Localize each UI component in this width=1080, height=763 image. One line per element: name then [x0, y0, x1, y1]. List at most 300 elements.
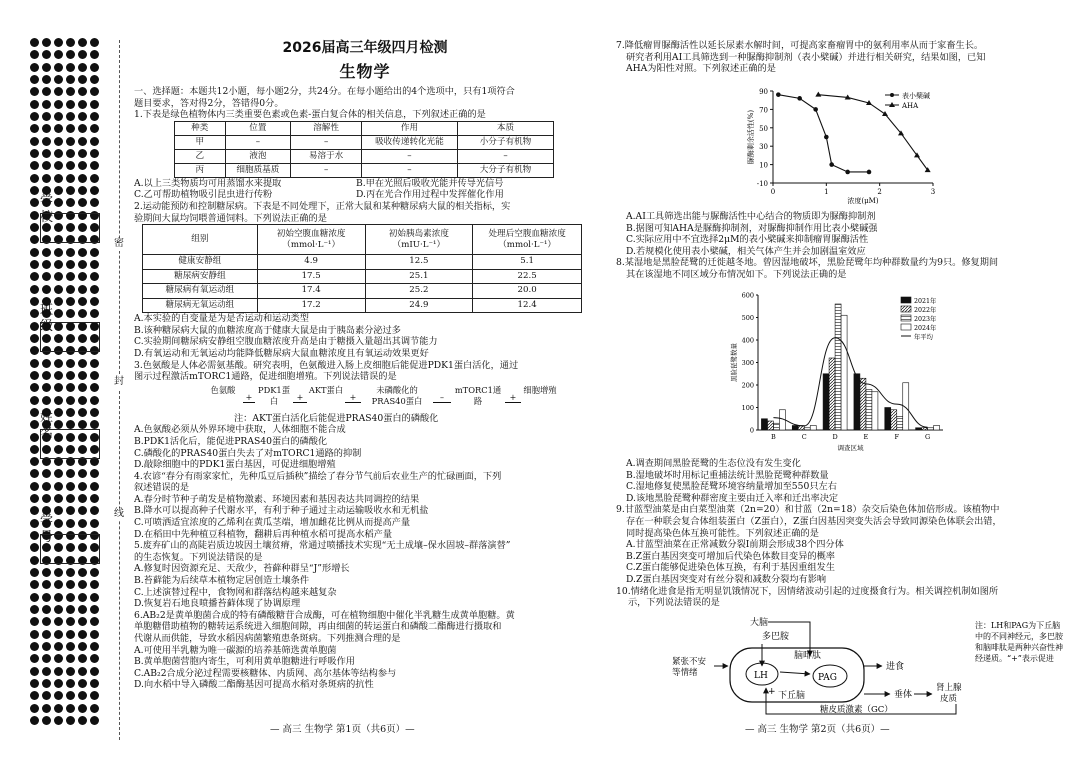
binding-dots [30, 38, 100, 728]
table-cell: 大分子有机物 [457, 163, 553, 177]
binding-dot [42, 704, 51, 713]
binding-dot [54, 100, 63, 109]
q6-option-a[interactable]: A.可使用半乳糖为唯一碳源的培养基筛选黄单胞菌 [134, 644, 337, 656]
binding-dot [66, 642, 75, 651]
table-cell: – [361, 149, 457, 163]
y-tick-label: 500 [741, 314, 754, 322]
table-cell: 4.9 [257, 255, 365, 270]
q10-stem-2: 示，下列说法错误的是 [628, 597, 720, 609]
binding-dot [90, 112, 99, 121]
dot-row [30, 617, 100, 627]
q4-option-a[interactable]: A.春分时节种子萌发是植物激素、环境因素和基因表达共同调控的结果 [134, 493, 420, 505]
q7-stem-3: AHA为阳性对照。下列叙述正确的是 [626, 63, 776, 75]
table-cell: 液泡 [225, 149, 291, 163]
bar [841, 315, 847, 430]
binding-dot [42, 100, 51, 109]
binding-dot [90, 469, 99, 478]
table-cell: 25.2 [365, 284, 473, 299]
bar [761, 419, 767, 430]
pathway-sign: + [509, 392, 517, 402]
y-tick-label: 70 [759, 106, 768, 115]
binding-dot [54, 371, 63, 380]
binding-dot [90, 75, 99, 84]
binding-dot [30, 322, 39, 331]
legend-swatch [901, 324, 911, 330]
legend-label: AHA [902, 102, 919, 110]
q4-stem-1: 4.农谚“春分有雨家家忙，先种瓜豆后插秧”描绘了春分节气前后农业生产的忙碌画面，下列 [134, 470, 502, 482]
binding-dot [30, 408, 39, 417]
q9-option-c[interactable]: C.Z蛋白能够促进染色体互换，有利于基因重组发生 [626, 562, 835, 574]
binding-dot [78, 50, 87, 59]
q8-option-a[interactable]: A.调查期间黑脸琵鹭的生态位没有发生变化 [626, 458, 801, 469]
table-cell: – [361, 163, 457, 177]
binding-dot [30, 149, 39, 158]
binding-dot [30, 161, 39, 170]
pathway-sign: – [440, 392, 444, 402]
q5-option-a[interactable]: A.修复时因资源充足、天敌少，苔藓种群呈“J”形增长 [134, 563, 350, 575]
binding-dot [54, 482, 63, 491]
binding-dot [66, 617, 75, 626]
binding-dot [90, 605, 99, 614]
binding-dot [30, 174, 39, 183]
brain-label: 大脑 [750, 618, 769, 628]
q3-option-c[interactable]: C.磷酸化的PRAS40蛋白失去了对mTORC1通路的抑制 [134, 447, 362, 459]
binding-dot [42, 716, 51, 725]
legend-swatch [901, 315, 911, 321]
pathway-sign: + [245, 392, 253, 402]
legend-label: 年平均 [914, 334, 933, 341]
q9-option-b[interactable]: B.Z蛋白基因突变可增加后代染色体数目变异的概率 [626, 550, 835, 562]
binding-dot [78, 704, 87, 713]
binding-dot [42, 580, 51, 589]
binding-dot [54, 396, 63, 405]
pathway-arrow [345, 402, 361, 403]
binding-dot [78, 654, 87, 663]
q3-option-d[interactable]: D.敲除细胞中的PDK1蛋白基因，可促进细胞增殖 [134, 459, 336, 471]
q6-option-c[interactable]: C.AB₂2合成分泌过程需要核糖体、内质网、高尔基体等结构参与 [134, 667, 397, 679]
q3-pathway-diagram [204, 383, 584, 413]
binding-dot [54, 38, 63, 47]
seal-label-feng: 封 [114, 376, 124, 387]
bar [792, 426, 798, 431]
binding-dot [54, 260, 63, 269]
q9-stem-2: 存在一种联会复合体组装蛋白（Z蛋白），Z蛋白因基因突变失活会导致同源染色体联会出错， [626, 515, 1002, 527]
x-axis-label: 浓度(μM) [847, 197, 879, 205]
binding-dot [90, 716, 99, 725]
binding-dot [90, 38, 99, 47]
lh-label: LH [754, 671, 768, 681]
binding-dot [30, 235, 39, 244]
table-cell: – [291, 163, 362, 177]
binding-dot [30, 667, 39, 676]
binding-dot [30, 445, 39, 454]
q2-stem-1: 2.运动能预防和控制糖尿病。下表是不同处理下，正常大鼠和某种糖尿病大鼠的相关指标，实 [134, 200, 511, 212]
binding-dot [42, 161, 51, 170]
binding-dot [42, 248, 51, 257]
x-tick-label: B [771, 433, 776, 441]
binding-dot [42, 605, 51, 614]
binding-dot [42, 654, 51, 663]
x-tick-label: D [832, 433, 838, 441]
q2-option-c[interactable]: C.实验期间糖尿病安静组空腹血糖浓度升高是由于糖摄入量超出其调节能力 [134, 336, 438, 348]
binding-dot [42, 38, 51, 47]
pathway-arrow [505, 402, 521, 403]
binding-dot [30, 482, 39, 491]
binding-dot [90, 593, 99, 602]
legend-label: 2024年 [914, 325, 937, 332]
binding-dot [54, 494, 63, 503]
data-point [824, 135, 829, 140]
dot-row [30, 112, 100, 122]
exam-title: 2026届高三年级四月检测 [282, 40, 448, 56]
dot-row [30, 482, 100, 492]
binding-dot [54, 50, 63, 59]
q7-stem-2: 研究者利用AI工具筛选到一种脲酶抑制剂（表小檗碱）并进行相关研究，结果如图，已知 [626, 51, 986, 63]
dot-row [30, 568, 100, 578]
q10-note-4: 经递质。“+”表示促进 [975, 654, 1054, 663]
binding-dot [42, 679, 51, 688]
binding-dot [30, 704, 39, 713]
binding-dot [66, 149, 75, 158]
table-row [143, 255, 582, 270]
binding-dot [30, 630, 39, 639]
q6-stem-2: 单胞糖借助植物的糖转运系统进入细胞间隙，再由细菌的转运蛋白和磷酸二酯酶进行摄取和 [134, 621, 502, 633]
table-cell: 乙 [175, 149, 226, 163]
binding-dot [30, 469, 39, 478]
binding-dot [66, 691, 75, 700]
field-box-number[interactable] [40, 534, 100, 564]
q8-option-c[interactable]: C.湿地修复使黑脸琵鹭环境容纳量增加至550只左右 [626, 481, 837, 493]
pathway-arrow [433, 402, 451, 403]
dot-row [30, 642, 100, 652]
binding-dot [42, 285, 51, 294]
q6-stem-1: 6.AB₂2是黄单胞菌合成的特有磷酸糖苷合成酶，可在植物细胞中催化半乳糖生成黄单胞糖。黄 [134, 609, 515, 621]
x-tick-label: G [924, 433, 931, 441]
binding-dot [54, 617, 63, 626]
q2-stem-2: 验期间大鼠均饲喂普通饲料。下列说法正确的是 [134, 212, 327, 224]
q3-option-a[interactable]: A.色氨酸必须从外界环境中获取，人体细胞不能合成 [134, 424, 346, 436]
dot-row [30, 691, 100, 701]
seal-label-mi: 密 [114, 238, 124, 249]
binding-dot [66, 605, 75, 614]
table-cell: 糖尿病安静组 [143, 269, 258, 284]
binding-dot [78, 691, 87, 700]
bar [829, 358, 835, 430]
dot-row [30, 272, 100, 282]
q7-option-b[interactable]: B.据图可知AHA是脲酶抑制剂，对脲酶抑制作用比表小檗碱强 [626, 222, 878, 234]
q6-option-d[interactable]: D.向水稻中导入磷酸二酯酶基因可提高水稻对条斑病的抗性 [134, 679, 374, 691]
binding-dot [42, 149, 51, 158]
q6-option-b[interactable]: B.黄单胞菌营胞内寄生，可利用黄单胞糖进行呼吸作用 [134, 656, 355, 668]
q4-option-b[interactable]: B.降水可以提高种子代谢水平，有利于种子通过主动运输吸收水和无机盐 [134, 505, 429, 517]
dopamine-label: 多巴胺 [762, 632, 790, 642]
binding-dot [78, 679, 87, 688]
pathway-connector [505, 393, 521, 403]
q3-option-b[interactable]: B.PDK1活化后，能促进PRAS40蛋白的磷酸化 [134, 435, 328, 447]
table-row [143, 298, 582, 313]
q5-option-c[interactable]: C.上述演替过程中，食物网和群落结构越来越复杂 [134, 586, 337, 598]
binding-dot [90, 87, 99, 96]
dot-row [30, 494, 100, 504]
field-box-school[interactable] [40, 213, 100, 243]
binding-dot [90, 124, 99, 133]
binding-dot [30, 654, 39, 663]
q1-option-c[interactable]: C.乙可帮助植物吸引昆虫进行传粉 [134, 189, 273, 201]
binding-dot [78, 359, 87, 368]
field-box-name[interactable] [40, 429, 100, 459]
pituitary-label: 垂体 [894, 690, 913, 700]
binding-dot [42, 667, 51, 676]
binding-dot [54, 383, 63, 392]
binding-dot [42, 272, 51, 281]
binding-dot [66, 75, 75, 84]
binding-dot [66, 667, 75, 676]
q7-option-c[interactable]: C.实际应用中不宜选择2μM的表小檗碱来抑制瘤胃脲酶活性 [626, 234, 869, 246]
binding-dot [78, 248, 87, 257]
pathway-node: AKT蛋白 [308, 384, 344, 395]
dot-row [30, 605, 100, 615]
table-cell: 25.1 [365, 269, 473, 284]
bar [922, 428, 928, 430]
table-cell: 丙 [175, 163, 226, 177]
binding-dot [30, 642, 39, 651]
binding-dot [66, 359, 75, 368]
bar [928, 428, 934, 430]
binding-dot [30, 248, 39, 257]
dot-row [30, 396, 100, 406]
table-cell: 小分子有机物 [457, 135, 553, 149]
q6-stem-3: 代谢从而供能，导致水稻因病菌繁殖患条斑病。下列推测合理的是 [134, 633, 401, 644]
binding-strip [112, 40, 126, 740]
data-point [815, 92, 821, 97]
pathway-node: 未磷酸化的PRAS40蛋白 [371, 384, 423, 406]
table-cell: 17.4 [257, 284, 365, 299]
bar [891, 410, 897, 430]
binding-dot [30, 297, 39, 306]
table-cell: 细胞质基质 [225, 163, 291, 177]
legend-label: 2023年 [914, 316, 937, 323]
dot-row [30, 124, 100, 134]
binding-dot [30, 359, 39, 368]
q5-option-b[interactable]: B.苔藓能为后续草本植物定居创造土壤条件 [134, 575, 310, 587]
q8-option-d[interactable]: D.该地黑脸琵鹭种群密度主要由迁入率和迁出率决定 [626, 492, 839, 504]
binding-dot [54, 691, 63, 700]
binding-dot [78, 605, 87, 614]
table-row [175, 135, 554, 149]
binding-dot [30, 457, 39, 466]
binding-dot [78, 124, 87, 133]
series-line [778, 95, 869, 172]
q2-option-d[interactable]: D.有氧运动和无氧运动均能降低糖尿病大鼠血糖浓度且有氧运动效果更好 [134, 347, 429, 359]
dot-row [30, 469, 100, 479]
y-tick-label: 300 [741, 359, 754, 367]
table-header: 溶解性 [291, 121, 362, 135]
bar [934, 426, 940, 431]
binding-dot [42, 112, 51, 121]
binding-dot [54, 580, 63, 589]
binding-dot [54, 161, 63, 170]
binding-dot [42, 568, 51, 577]
binding-dot [42, 482, 51, 491]
binding-dot [78, 100, 87, 109]
binding-dot [90, 161, 99, 170]
binding-dot [66, 112, 75, 121]
pag-label: PAG [818, 673, 837, 683]
field-box-class[interactable] [40, 322, 100, 352]
binding-dot [66, 50, 75, 59]
field-label-class: 班 级 [40, 303, 66, 335]
pathway-node: 色氨酸 [210, 384, 236, 395]
binding-dot [42, 63, 51, 72]
section-intro-1: 一、选择题：本题共12小题，每小题2分，共24分。在每小题给出的4个选项中，只有1项符合 [134, 86, 515, 97]
binding-dot [78, 630, 87, 639]
y-tick-label: 10 [759, 161, 768, 170]
q8-stem-2: 其在该湿地不同区域分布情况如下。下列说法正确的是 [626, 268, 847, 280]
binding-dot [30, 309, 39, 318]
y-tick-label: 200 [741, 381, 754, 390]
binding-dot [30, 531, 39, 540]
binding-dot [66, 260, 75, 269]
binding-dot [30, 198, 39, 207]
binding-dot [78, 617, 87, 626]
field-label-name: 姓 名 [40, 410, 66, 442]
binding-dot [78, 87, 87, 96]
seal-label-xian: 线 [114, 508, 124, 519]
q5-option-d[interactable]: D.恢复岩石地良喷播苔藓体现了协调原理 [134, 598, 301, 610]
table-header: 初始胰岛素浓度（mIU·L⁻¹） [365, 225, 473, 255]
binding-dot [66, 124, 75, 133]
binding-dot [90, 704, 99, 713]
dot-row [30, 667, 100, 677]
binding-dot [54, 630, 63, 639]
table-header: 处理后空腹血糖浓度（mmol·L⁻¹） [473, 225, 582, 255]
table-row [143, 269, 582, 284]
binding-dot [30, 506, 39, 515]
q7-option-d[interactable]: D.若规模化使用表小檗碱，相关气体产生并会加剧温室效应 [626, 245, 866, 257]
table-row [143, 225, 582, 255]
bar [854, 374, 860, 430]
binding-dot [78, 593, 87, 602]
binding-dot [54, 137, 63, 146]
table-row [175, 121, 554, 135]
binding-dot [30, 223, 39, 232]
binding-dot [30, 383, 39, 392]
q1-option-d[interactable]: D.丙在光合作用过程中发挥催化作用 [356, 189, 504, 201]
binding-dot [42, 593, 51, 602]
q2-option-b[interactable]: B.该种糖尿病大鼠的血糖浓度高于健康大鼠是由于胰岛素分泌过多 [134, 324, 401, 336]
binding-dot [54, 174, 63, 183]
dot-row [30, 100, 100, 110]
binding-dot [78, 667, 87, 676]
binding-dot [66, 679, 75, 688]
x-axis-label: 调查区域 [837, 444, 864, 452]
x-tick-label: 3 [930, 188, 936, 196]
binding-dot [78, 161, 87, 170]
y-tick-label: 30 [759, 143, 768, 152]
bar [773, 423, 779, 430]
gc-label: 糖皮质激素（GC） [820, 705, 893, 715]
binding-dot [66, 593, 75, 602]
q9-option-a[interactable]: A.甘蓝型油菜在正常减数分裂Ⅰ前期会形成38个四分体 [626, 539, 844, 551]
left-column [134, 86, 596, 691]
data-point [882, 111, 888, 116]
binding-dot [42, 494, 51, 503]
data-point [813, 107, 818, 112]
table-cell: 甲 [175, 135, 226, 149]
q1-table [174, 121, 554, 178]
q7-stem-1: 7.降低瘤胃脲酶活性以延长尿素水解时间，可提高家畜瘤胃中的氨利用率从而于家畜生长。 [616, 40, 984, 51]
y-tick-label: -10 [756, 180, 768, 188]
binding-dot [30, 716, 39, 725]
binding-dot [90, 272, 99, 281]
table-cell: – [225, 135, 291, 149]
q2-option-a[interactable]: A.本实验的自变量是为是否运动和运动类型 [134, 313, 309, 325]
binding-dot [90, 580, 99, 589]
binding-dot [66, 137, 75, 146]
binding-dot [78, 580, 87, 589]
bar [872, 392, 878, 430]
binding-dot [66, 63, 75, 72]
table-row [175, 149, 554, 163]
binding-dot [54, 469, 63, 478]
table-cell: 易溶于水 [291, 149, 362, 163]
adrenal-label-1: 肾上腺 [936, 683, 962, 693]
q1-option-a[interactable]: A.以上三类物质均可用蒸馏水来提取 [134, 177, 282, 189]
binding-dot [42, 75, 51, 84]
pathway-arrow [243, 402, 255, 403]
binding-dot [42, 87, 51, 96]
footer-page-1: — 高三 生物学 第1页（共6页）— [270, 724, 415, 735]
q9-stem-1: 9.甘蓝型油菜是由白菜型油菜（2n=20）和甘蓝（2n=18）杂交后染色体加倍形成。该植物中 [616, 504, 1000, 516]
q1-option-b[interactable]: B.甲在光照后吸收光能并传导光信号 [356, 177, 504, 189]
data-point [829, 162, 834, 167]
binding-dot [90, 260, 99, 269]
table-cell: 17.2 [257, 298, 365, 313]
binding-dot [66, 87, 75, 96]
q7-option-a[interactable]: A.AI工具筛选出能与脲酶活性中心结合的物质即为脲酶抑制剂 [626, 211, 876, 222]
dot-row [30, 260, 100, 270]
binding-dot [66, 100, 75, 109]
x-tick-label: 0 [770, 188, 776, 196]
binding-dot [30, 100, 39, 109]
binding-dot [90, 50, 99, 59]
q4-option-d[interactable]: D.在稻田中先种植豆科植物，翻耕后再种植水稻可提高水稻产量 [134, 528, 393, 540]
q9-option-d[interactable]: D.Z蛋白基因突变对有丝分裂和减数分裂均有影响 [626, 573, 827, 585]
right-column-q7-options [616, 211, 1071, 281]
q1-stem: 1.下表是绿色植物体内三类重要色素或色素-蛋白复合体的相关信息，下列叙述正确的是 [134, 109, 486, 121]
binding-dot [54, 679, 63, 688]
binding-dot [54, 248, 63, 257]
q5-stem-1: 5.废弃矿山的高陡岩质边坡因土壤贫瘠，常通过喷播技术实现“无土成壤–保水固坡–群落演替” [134, 540, 511, 552]
binding-dot [90, 617, 99, 626]
binding-dot [90, 396, 99, 405]
table-cell: 吸收传递转化光能 [361, 135, 457, 149]
binding-dot [90, 359, 99, 368]
binding-dot [66, 371, 75, 380]
binding-dot [78, 396, 87, 405]
legend-label: 表小檗碱 [902, 92, 930, 100]
binding-dot [54, 667, 63, 676]
data-point [867, 170, 872, 175]
binding-dot [90, 667, 99, 676]
binding-dot [90, 371, 99, 380]
dot-row [30, 161, 100, 171]
q8-option-b[interactable]: B.湿地破坏时用标记重捕法统计黑脸琵鹭种群数量 [626, 469, 829, 481]
dot-row [30, 137, 100, 147]
q4-option-c[interactable]: C.可喷洒适宜浓度的乙烯利在黄瓜茎端，增加雌花比例从而提高产量 [134, 517, 411, 529]
binding-dot [30, 679, 39, 688]
binding-dot [30, 568, 39, 577]
